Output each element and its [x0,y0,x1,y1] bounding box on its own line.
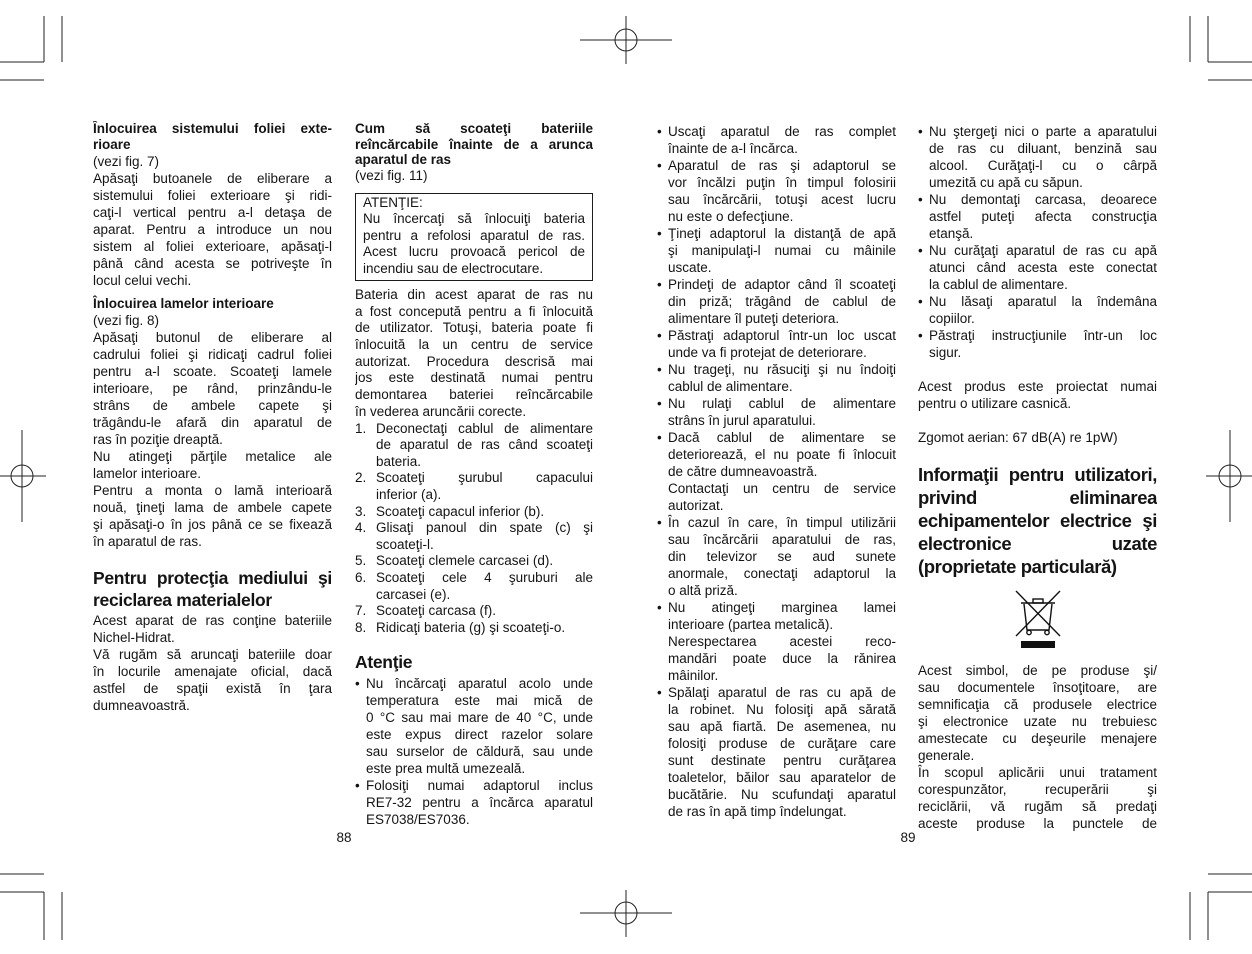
bullet-marker: • [657,684,662,700]
step-number: 8. [355,619,367,635]
numbered-step [355,553,593,570]
text-line: caţi-l vertical pentru a-l detaşa de [93,205,332,220]
text-line: Cum să scoateţi bateriile [355,121,593,136]
paragraph [668,514,896,599]
paragraph [376,520,593,553]
warning-label: ATENŢIE: [363,195,423,210]
text-line: cadrului foliei şi ridicaţi cadrul foliei [93,347,332,362]
bullet-item [657,599,896,684]
paragraph [668,361,896,395]
text-line: Nu lăsaţi aparatul la îndemâna [929,293,1157,309]
text-line: reîncărcabile înainte de a arunca [355,136,593,152]
text-line: Ridicaţi bateria (g) şi scoateţi-o. [376,619,566,635]
caution-list [355,675,593,828]
paragraph [376,421,593,471]
text-line: Apăsaţi butonul de eliberare al [93,330,332,345]
bullet-marker: • [918,191,923,207]
weee-text [918,662,1157,832]
safety-list [657,123,896,820]
paragraph [929,242,1157,293]
text-line: pentru o utilizare casnică. [918,395,1072,411]
text-line: Scoateţi carcasa (f). [376,603,497,619]
text-line: Nu ştergeţi nici o parte a aparatului [929,123,1157,139]
bullet-item [657,514,896,599]
paragraph [918,463,1157,578]
text-line: aparat. Pentru a introduce un nou [93,222,332,237]
text-line: la cablul de alimentare. [929,276,1068,292]
paragraph [355,287,593,421]
paragraph [93,612,332,646]
paragraph [929,123,1157,191]
text-line: Ţineţi adaptorul la distanţă de apă [668,225,896,241]
bullet-marker: • [657,361,662,377]
text-line: de aparatul de ras când scoateţi [376,437,593,453]
warning-text [363,211,585,277]
text-line: În scopul aplicării unui tratament [918,764,1157,780]
household-use-note [918,378,1157,412]
step-number: 6. [355,570,367,586]
paragraph [93,567,332,611]
text-line: autorizat. Procedura descrisă mai [355,353,593,369]
paragraph [668,225,896,276]
text-line: sau apă fiartă. De asemenea, nu [668,718,896,734]
text-line: Nu curăţaţi aparatul de ras cu apă [929,242,1157,258]
text-line: interioare (partea metalică). [668,616,834,632]
paragraph [668,395,896,429]
text-line: Acest simbol, de pe produse şi/ [918,662,1157,678]
text-line: bateria. [376,453,422,469]
numbered-step [355,504,593,521]
text-line: aparatul de ras [355,152,452,167]
text-line: privind eliminarea [918,486,1157,508]
text-line: folosiţi produse de curăţare care [668,735,896,751]
text-line: (vezi fig. 7) [93,154,160,169]
text-line: (vezi fig. 8) [93,313,160,328]
crop-mark-bottom-left [0,874,62,940]
step-number: 7. [355,603,367,619]
section-heading-caution [355,651,593,673]
text-line: corespunzător, recuperării şi [918,781,1157,797]
paragraph [93,121,332,153]
text-line: Pentru protecţia mediului şi [93,568,332,588]
bullet-marker: • [657,157,662,173]
text-line: cablul de alimentare. [668,378,793,394]
registration-mark-right [1206,430,1252,522]
text-line: strâns de ambele capete şi [93,398,332,413]
step-number: 4. [355,520,367,536]
bullet-item [657,123,896,157]
inner-blades-instructions [93,329,332,550]
numbered-step [355,470,593,503]
bullet-item [657,327,896,361]
text-line: şi manipulaţi-l numai cu mâinile [668,242,896,258]
text-line: o altă priză. [668,582,738,598]
text-line: a fost concepută pentru a fi înlocuită [355,303,593,319]
text-line: Prindeţi de adaptor când îl scoateţi [668,276,896,292]
bullet-marker: • [918,327,923,343]
text-line: înlocuită la un centru de service [355,337,593,353]
text-line: sigur. [929,344,962,360]
text-line: nouă, ţineţi lama de ambele capete [93,500,332,515]
text-line: Pentru a monta o lamă interioară [93,483,332,498]
crop-mark-top-left [0,16,62,80]
text-line: toaletelor, băilor sau aparatelor de [668,769,896,785]
bullet-marker: • [355,675,360,691]
text-line: unde va fi protejat de deteriorare. [668,344,867,360]
text-line: Scoateţi şurubul capacului [376,470,593,486]
paragraph [363,211,585,277]
text-line: nu este o defecţiune. [668,208,794,224]
text-line: semnificaţia că produsele electrice [918,696,1157,712]
text-line: în aparatul de ras. [93,534,202,549]
bullet-marker: • [657,276,662,292]
text-line: Nu trageţi, nu răsuciţi şi nu îndoiţi [668,361,896,377]
text-line: uscate. [668,259,712,275]
text-line: generale. [918,747,975,763]
text-line: mandări poate duce la rănirea [668,650,896,666]
outer-foil-instructions [93,170,332,289]
step-number: 5. [355,553,367,569]
bullet-item [657,361,896,395]
text-line: (vezi fig. 11) [355,168,428,183]
page-number-left: 88 [336,830,352,845]
text-line: scoateţi-l. [376,536,434,552]
numbered-step [355,620,593,637]
text-line: din priză; trăgând de cablul de [668,293,896,309]
text-line: de utilizator. Totuşi, bateria poate fi [355,320,593,336]
text-line: trăgându-le afară din aparatul de [93,415,332,430]
text-line: ES7038/ES7036. [366,811,470,827]
text-line: autorizat. [668,497,724,513]
crop-mark-bottom-right [1190,874,1252,940]
text-line: pentru a-l scoate. Scoateţi lamele [93,364,332,379]
text-line: Folosiţi numai adaptorul inclus [366,777,593,793]
paragraph [355,121,593,168]
text-line: Înlocuirea lamelor interioare [93,296,274,311]
bullet-marker: • [918,293,923,309]
text-line: amestecate cu deşeurile menajere [918,730,1157,746]
bullet-marker: • [918,242,923,258]
text-line: atunci când acesta este conectat [929,259,1157,275]
text-line: Scoateţi clemele carcasei (d). [376,553,554,569]
crop-mark-top-right [1190,16,1252,80]
text-line: anormale, conectaţi adaptorul la [668,565,896,581]
text-line: Dacă cablul de alimentare se [668,429,896,445]
text-line: Păstraţi adaptorul într-un loc uscat [668,327,896,343]
paragraph [93,646,332,714]
bullet-marker: • [657,327,662,343]
text-line: interioare, pe rând, prinzându-le [93,381,332,396]
paragraph [93,329,332,448]
text-line: inferior (a). [376,487,442,503]
paragraph [918,764,1157,832]
battery-text [355,287,593,421]
text-line: în vederea aruncării corecte. [355,403,527,419]
paragraph [93,448,332,482]
text-line: Uscaţi aparatul de ras complet [668,123,896,139]
text-line: mâinilor. [668,667,719,683]
text-line: Nu încercaţi să înlocuiţi bateria [363,211,585,227]
text-line: este expus direct razelor solare [366,726,593,742]
section-title-inner-blades [93,295,332,312]
text-line: echipamentelor electrice şi [918,509,1157,531]
text-line: Scoateţi capacul inferior (b). [376,503,545,519]
text-line: reciclării, vă rugăm să predaţi [918,798,1157,814]
text-line: sau surselor de căldură, sau unde [366,743,593,759]
text-line: astfel de spaţii există în ţara [93,681,332,696]
text-line: Nu atingeţi părţile metalice ale [93,449,332,464]
text-line: 0 °C sau mai mare de 40 °C, unde [366,709,593,725]
text-line: sau documentele însoţitoare, are [918,679,1157,695]
section-title-battery-removal [355,121,593,168]
paragraph [668,429,896,480]
section-title-outer-foil [93,121,332,153]
bullet-item [657,684,896,820]
text-line: Acest aparat de ras conţine bateriile [93,613,332,628]
bullet-marker: • [657,395,662,411]
care-list [918,123,1157,361]
paragraph [929,327,1157,361]
bullet-item [355,675,593,777]
bullet-item [657,276,896,327]
paragraph [376,620,593,637]
figure-reference [355,168,593,184]
text-line: dumneavoastră. [93,698,190,713]
paragraph [366,675,593,777]
bullet-item [918,242,1157,293]
text-line: aceste produse la punctele de [918,815,1157,831]
text-line: Spălaţi aparatul de ras cu apă de [668,684,896,700]
bullet-item [657,225,896,276]
text-line: Păstraţi instrucţiunile într-un loc [929,327,1157,343]
text-line: de către dumneavoastră. [668,463,818,479]
paragraph [376,504,593,521]
paragraph [93,482,332,550]
text-line: Aparatul de ras şi adaptorul se [668,157,896,173]
noise-level [918,429,1157,446]
text-line: Nu atingeţi marginea lamei [668,599,896,615]
bullet-marker: • [657,429,662,445]
text-line: demontarea bateriei reîncărcabile [355,387,593,403]
paragraph [376,570,593,603]
text-line: În cazul în care, în timpul utilizării [668,514,896,530]
text-line: umezită cu apă cu săpun. [929,174,1083,190]
text-line: Acest lucru provoacă pericol de [363,244,585,260]
text-line: până când acesta se potriveşte în [93,256,332,271]
paragraph [366,777,593,828]
text-line: carcasei (e). [376,586,451,602]
text-line: Nu demontaţi carcasa, deoarece [929,191,1157,207]
text-line: şi apăsaţi-o în jos până ce se fixează [93,517,332,532]
registration-mark-left [0,430,46,522]
text-line: copiilor. [929,310,975,326]
figure-reference [93,153,332,170]
text-line: Glisaţi panoul din spate (c) şi [376,520,593,536]
text-line: la robinet. Nu folosiţi apă sărată [668,701,896,717]
environment-text [93,612,332,714]
paragraph [668,327,896,361]
bullet-marker: • [918,123,923,139]
text-line: ras în poziţie dreaptă. [93,432,223,447]
text-line: RE7-32 pentru a încărca aparatul [366,794,593,810]
step-number: 2. [355,470,367,486]
text-line: etanşă. [929,225,974,241]
text-line: lamelor interioare. [93,466,202,481]
text-line: Deconectaţi cablul de alimentare [376,420,593,436]
text-line: Vă rugăm să aruncaţi bateriile doar [93,647,332,662]
paragraph [668,157,896,225]
paragraph [668,480,896,514]
paragraph [918,662,1157,764]
bullet-item [918,191,1157,242]
text-line: Nerespectarea acestei reco- [668,633,896,649]
text-line: (proprietate particulară) [918,555,1117,577]
paragraph [668,684,896,820]
text-line: alcool. Curăţaţi-l cu o cârpă [929,157,1157,173]
bullet-item [657,429,896,514]
text-line: şi electronice uzate nu trebuiesc [918,713,1157,729]
bullet-item [918,123,1157,191]
text-line: electronice uzate [918,532,1157,554]
step-number: 1. [355,420,367,436]
step-number: 3. [355,503,367,519]
text-line: deteriorează, el nu poate fi înlocuit [668,446,896,462]
paragraph [668,276,896,327]
text-line: sau încărcării, totuşi acest lucru [668,191,896,207]
registration-mark-bottom [580,890,672,937]
numbered-step [355,421,593,471]
text-line: din televizor se aud sunete [668,548,896,564]
text-line: Acest produs este proiectat numai [918,378,1157,394]
text-line: de ras cu diluant, benzină sau [929,140,1157,156]
text-line: sistemului foliei exterioare şi ridi- [93,188,332,203]
text-line: Scoateţi cele 4 şuruburi ale [376,570,593,586]
bullet-marker: • [657,599,662,615]
bullet-item [657,157,896,225]
figure-reference [93,312,332,329]
text-line: Nu încărcaţi aparatul acolo unde [366,675,593,691]
text-line: Nichel-Hidrat. [93,630,175,645]
bullet-item [918,327,1157,361]
text-line: locul celui vechi. [93,273,192,288]
text-line: Înlocuirea sistemului foliei exte- [93,121,332,136]
bullet-marker: • [657,225,662,241]
text-line: sau încărcării aparatului de ras, [668,531,896,547]
paragraph [668,633,896,684]
text-line: jos este destinată numai pentru [355,370,593,386]
text-line: Apăsaţi butoanele de eliberare a [93,171,332,186]
crossed-out-bin-icon [1014,588,1062,652]
paragraph [668,599,896,633]
text-line: Contactaţi un centru de service [668,480,896,496]
warning-box [355,193,593,281]
battery-removal-steps [355,421,593,637]
paragraph [929,191,1157,242]
paragraph [376,470,593,503]
paragraph [918,378,1157,412]
text-line: incendiu sau de electrocutare. [363,260,544,276]
text-line: temperatura este mai mică de [366,692,593,708]
text-line: sunt destinate pentru curăţarea [668,752,896,768]
text-line: sistem al foliei exterioare, apăsaţi-l [93,239,332,254]
text-line: astfel puteţi afecta construcţia [929,208,1157,224]
registration-mark-top [580,16,672,64]
bullet-item [657,395,896,429]
text-line: în locurile amenajate oficial, dacă [93,664,332,679]
text-line: pentru a refolosi aparatul de ras. [363,227,585,243]
text-line: Nu rulaţi cablul de alimentare [668,395,896,411]
text-line: este prea multă umezeală. [366,760,526,776]
paragraph [376,553,593,570]
text-line: vor încălzi puţin în timpul folosirii [668,174,896,190]
text-line: rioare [93,137,131,152]
numbered-step [355,520,593,553]
text-line: înainte de a-l încărca. [668,140,798,156]
text-line: alimentare îl puteţi deteriora. [668,310,840,326]
section-heading-environment [93,567,332,611]
page-number-right: 89 [900,830,916,845]
paragraph [376,603,593,620]
text-line: Bateria din acest aparat de ras nu [355,287,593,302]
paragraph [93,170,332,289]
text-line: Informaţii pentru utilizatori, [918,463,1157,485]
paragraph [668,123,896,157]
paragraph [929,293,1157,327]
text-line: Atenţie [355,652,413,672]
bullet-item [355,777,593,828]
numbered-step [355,570,593,603]
bullet-marker: • [355,777,360,793]
bullet-item [918,293,1157,327]
text-line: bucătărie. Nu scufundaţi aparatul [668,786,896,802]
text-line: Zgomot aerian: 67 dB(A) re 1pW) [918,429,1118,445]
text-line: strâns în jurul aparatului. [668,412,816,428]
text-line: de ras în apă timp îndelungat. [668,803,847,819]
section-heading-weee [918,463,1157,578]
bullet-marker: • [657,123,662,139]
bullet-marker: • [657,514,662,530]
text-line: reciclarea materialelor [93,590,272,610]
numbered-step [355,603,593,620]
